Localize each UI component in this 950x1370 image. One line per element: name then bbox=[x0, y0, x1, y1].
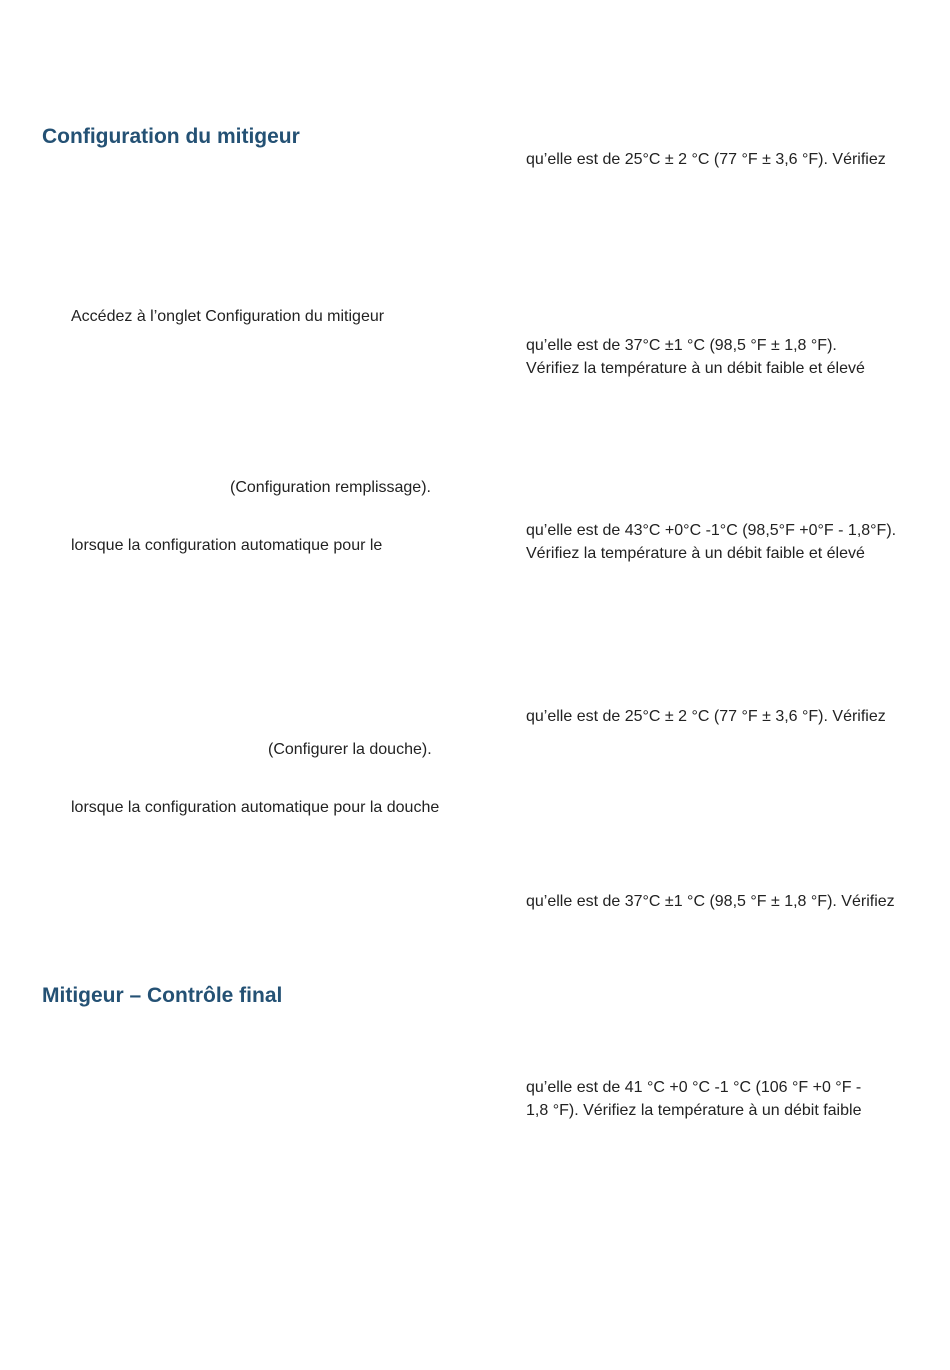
access-tab-instruction: Accédez à l’onglet Configuration du mitigeur bbox=[71, 308, 385, 325]
shower-configuration-label: (Configurer la douche). bbox=[268, 741, 432, 758]
check-41c-line-1: qu’elle est de 41 °C +0 °C -1 °C (106 °F +0 °F - bbox=[526, 1079, 862, 1096]
auto-config-shower-text: lorsque la configuration automatique pour la douche bbox=[71, 799, 440, 816]
fill-configuration-label: (Configuration remplissage). bbox=[230, 479, 431, 496]
auto-config-fill-text: lorsque la configuration automatique pour le bbox=[71, 537, 383, 554]
check-43c-line-1: qu’elle est de 43°C +0°C -1°C (98,5°F +0°F - 1,8°F). bbox=[526, 522, 897, 539]
section-heading-final-check: Mitigeur – Contrôle final bbox=[42, 984, 283, 1007]
check-43c-paragraph bbox=[526, 519, 896, 565]
check-37c-paragraph-1 bbox=[526, 334, 865, 380]
check-41c-line-2: 1,8 °F). Vérifiez la température à un débit faible bbox=[526, 1102, 862, 1119]
check-37c-line-2: Vérifiez la température à un débit faible et élevé bbox=[526, 360, 865, 377]
check-25c-text-1: qu’elle est de 25°C ± 2 °C (77 °F ± 3,6 °F). Vérifiez bbox=[526, 151, 886, 168]
check-25c-text-2: qu’elle est de 25°C ± 2 °C (77 °F ± 3,6 °F). Vérifiez bbox=[526, 708, 886, 725]
section-heading-mixer-configuration: Configuration du mitigeur bbox=[42, 125, 300, 148]
check-43c-line-2: Vérifiez la température à un débit faible et élevé bbox=[526, 545, 865, 562]
check-41c-paragraph bbox=[526, 1076, 861, 1122]
check-37c-text-2: qu’elle est de 37°C ±1 °C (98,5 °F ± 1,8 °F). Vérifiez bbox=[526, 893, 895, 910]
check-37c-line-1: qu’elle est de 37°C ±1 °C (98,5 °F ± 1,8 °F). bbox=[526, 337, 837, 354]
